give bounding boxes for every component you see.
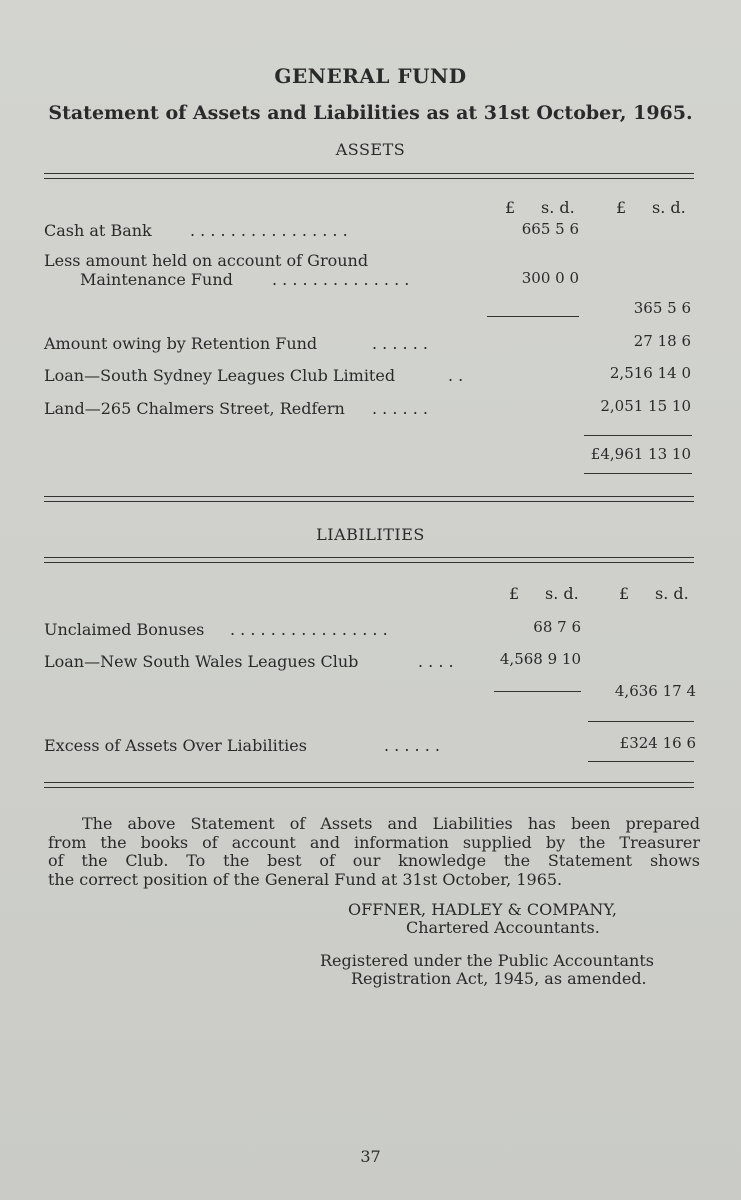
statement-line: The above Statement of Assets and Liabilities has been prepared: [82, 814, 700, 833]
total-line-bottom: [584, 473, 692, 474]
leader-dots: . . . . . .: [384, 736, 440, 755]
leader-dots: . . . . . . . . . . . . . . . .: [230, 620, 388, 639]
statement-line: of the Club. To the best of our knowledge the Statement shows: [48, 851, 700, 870]
double-rule: [44, 557, 694, 563]
cash-value: 665 5 6: [521, 220, 579, 238]
excess-value: £324 16 6: [619, 734, 696, 752]
page-number: 37: [360, 1147, 381, 1166]
loan-south-sydney-value: 2,516 14 0: [609, 364, 691, 382]
firm-name: OFFNER, HADLEY & COMPANY,: [348, 900, 618, 919]
firm-role: Chartered Accountants.: [406, 918, 600, 937]
net-cash-value: 365 5 6: [633, 299, 691, 317]
leader-dots: . .: [448, 366, 464, 385]
assets-heading: ASSETS: [335, 140, 406, 159]
statement-line: the correct position of the General Fund at 31st October, 1965.: [48, 869, 563, 889]
liabilities-heading: LIABILITIES: [316, 525, 425, 544]
statement-line: from the books of account and information supplied by the Treasurer: [48, 832, 700, 852]
double-rule: [44, 173, 694, 179]
leader-dots: . . . . . . . . . . . . . .: [272, 270, 410, 289]
leader-dots: . . . . . .: [372, 334, 428, 353]
less-label-line2: Maintenance Fund: [80, 270, 233, 289]
double-rule: [44, 496, 694, 502]
loan-south-sydney-label: Loan—South Sydney Leagues Club Limited: [44, 366, 396, 385]
land-label: Land—265 Chalmers Street, Redfern: [44, 399, 345, 418]
retention-label: Amount owing by Retention Fund: [44, 334, 318, 353]
assets-col-sd-2: s. d.: [652, 198, 686, 217]
loan-nsw-label: Loan—New South Wales Leagues Club: [44, 652, 359, 671]
leader-dots: . . . . . .: [372, 399, 428, 418]
leader-dots: . . . .: [418, 652, 454, 671]
assets-col-sd-1: s. d.: [541, 198, 575, 217]
loan-nsw-value: 4,568 9 10: [499, 650, 581, 668]
liab-col-pound-1: £: [509, 584, 520, 603]
subtotal-line: [487, 316, 579, 317]
excess-label: Excess of Assets Over Liabilities: [44, 736, 307, 755]
assets-col-pound-2: £: [616, 198, 627, 217]
auditor-statement: [48, 815, 700, 889]
cash-label: Cash at Bank: [44, 221, 152, 240]
unclaimed-bonuses-value: 68 7 6: [533, 618, 581, 636]
unclaimed-bonuses-label: Unclaimed Bonuses: [44, 620, 205, 639]
total-line-top: [588, 721, 694, 722]
assets-col-pound-1: £: [505, 198, 516, 217]
page-title: GENERAL FUND: [274, 64, 467, 88]
subtotal-line: [494, 691, 581, 692]
double-rule: [44, 782, 694, 788]
liab-col-sd-2: s. d.: [655, 584, 689, 603]
less-label-line1: Less amount held on account of Ground: [44, 251, 369, 270]
less-value: 300 0 0: [521, 269, 579, 287]
land-value: 2,051 15 10: [600, 397, 691, 415]
registration-line1: Registered under the Public Accountants: [320, 951, 654, 970]
total-line-bottom: [588, 761, 694, 762]
assets-total: £4,961 13 10: [590, 445, 691, 463]
liabilities-total: 4,636 17 4: [614, 682, 696, 700]
liab-col-sd-1: s. d.: [545, 584, 579, 603]
statement-subtitle: Statement of Assets and Liabilities as at 31st October, 1965.: [48, 102, 693, 124]
registration-line2: Registration Act, 1945, as amended.: [351, 969, 647, 988]
leader-dots: . . . . . . . . . . . . . . . .: [190, 221, 348, 240]
liab-col-pound-2: £: [619, 584, 630, 603]
total-line-top: [584, 435, 692, 436]
retention-value: 27 18 6: [633, 332, 691, 350]
